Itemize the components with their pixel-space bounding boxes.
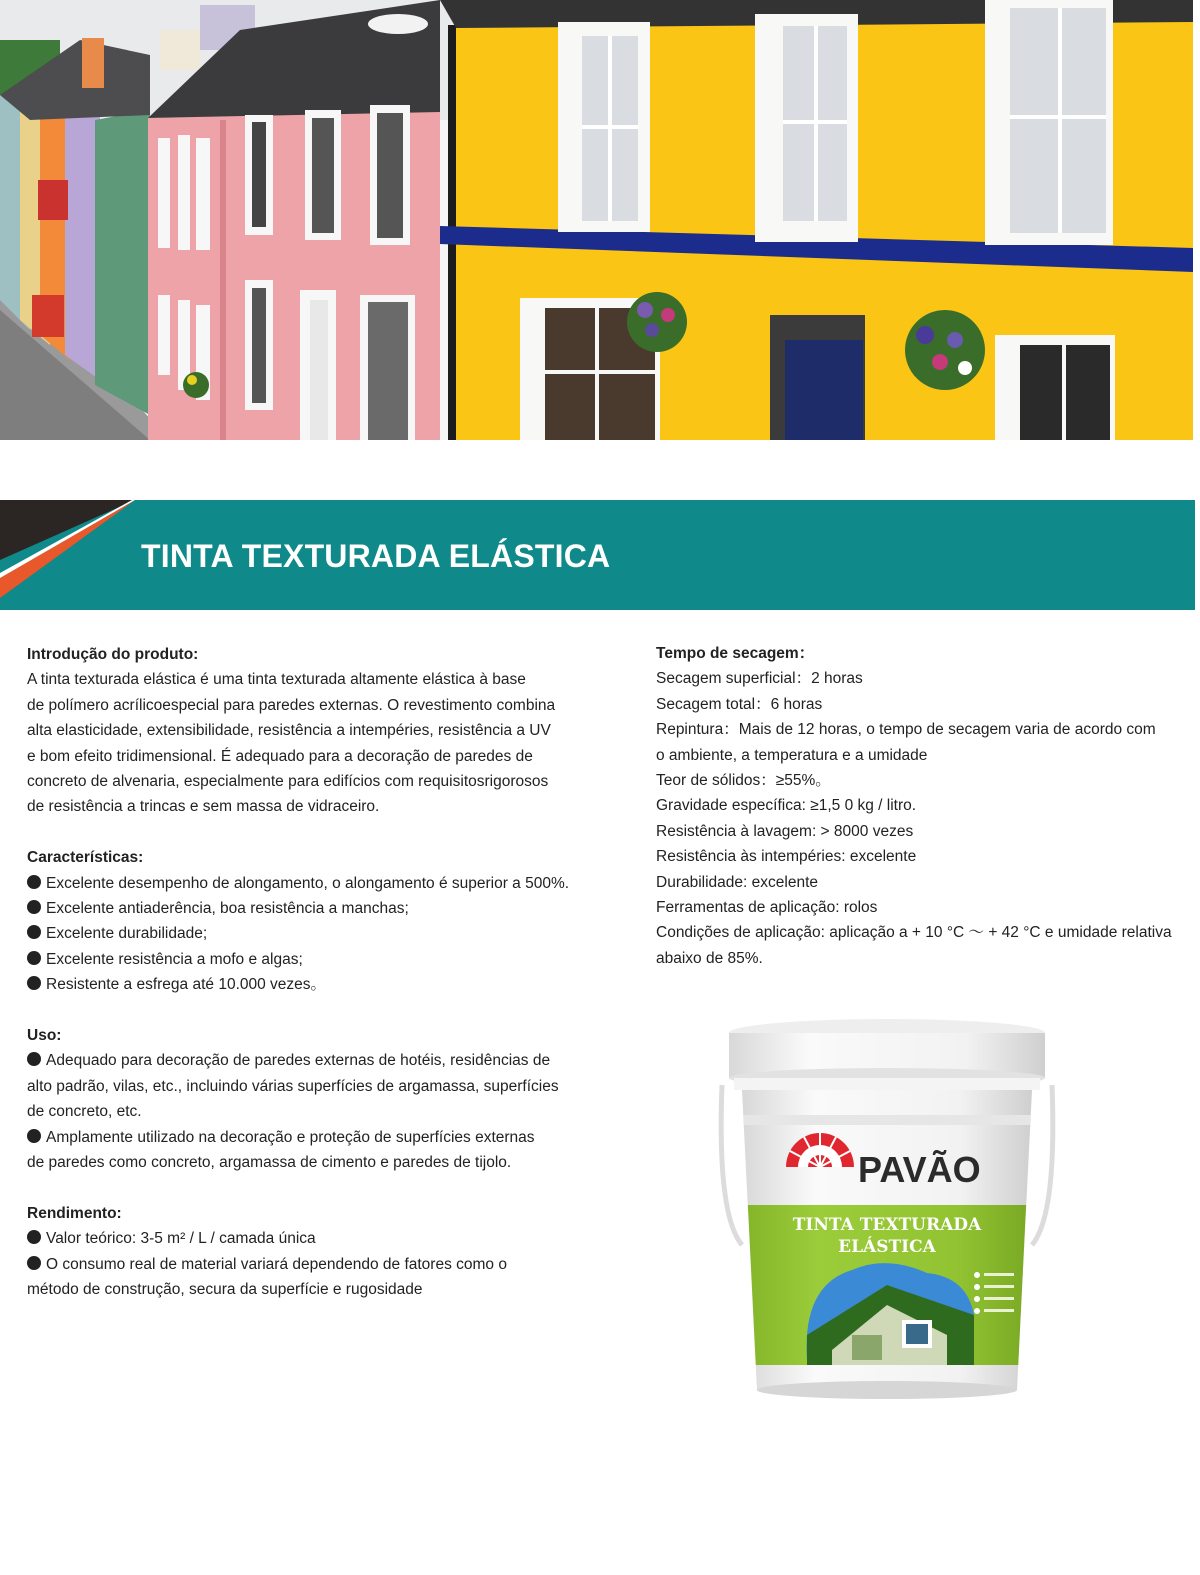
product-title: TINTA TEXTURADA ELÁSTICA xyxy=(141,538,611,574)
drying-line: Condições de aplicação: aplicação a + 10 °C ～ + 42 °C e umidade relativa xyxy=(656,924,1172,942)
drying-line: Gravidade específica: ≥1,5 0 kg / litro. xyxy=(656,797,917,815)
intro-line: A tinta texturada elástica é uma tinta texturada altamente elástica à base xyxy=(27,671,526,689)
bullet-icon xyxy=(27,925,41,939)
yield-title: Rendimento: xyxy=(27,1204,122,1222)
usage-title: Uso: xyxy=(27,1027,62,1045)
drying-line: abaixo de 85%. xyxy=(656,949,763,967)
left-column xyxy=(27,642,592,1303)
yield-item-line: método de construção, secura da superfície e rugosidade xyxy=(27,1281,423,1299)
hero-photo xyxy=(0,0,1193,440)
intro-line: alta elasticidade, extensibilidade, resistência a intempéries, resistência a UV xyxy=(27,722,551,740)
usage-item: Amplamente utilizado na decoração e proteção de superfícies externas xyxy=(27,1125,592,1150)
drying-line: Resistência à lavagem: > 8000 vezes xyxy=(656,822,914,840)
drying-line: Repintura：Mais de 12 horas, o tempo de secagem varia de acordo com xyxy=(656,721,1156,739)
title-banner xyxy=(0,500,1195,610)
right-column xyxy=(656,641,1181,971)
drying-line: Secagem total：6 horas xyxy=(656,695,823,713)
bucket-label-line2: ELÁSTICA xyxy=(838,1237,936,1257)
drying-line: Resistência às intempéries: excelente xyxy=(656,848,917,866)
features-title: Características: xyxy=(27,849,144,867)
bucket-label-line1: TINTA TEXTURADA xyxy=(792,1215,982,1235)
usage-item-line: de concreto, etc. xyxy=(27,1103,142,1121)
feature-item: Excelente resistência a mofo e algas; xyxy=(27,947,592,972)
drying-line: Ferramentas de aplicação: rolos xyxy=(656,899,878,917)
yield-item: Valor teórico: 3-5 m² / L / camada única xyxy=(27,1226,592,1251)
feature-item: Excelente antiaderência, boa resistência a manchas; xyxy=(27,896,592,921)
bullet-icon xyxy=(27,1256,41,1270)
feature-item: Excelente desempenho de alongamento, o alongamento é superior a 500%. xyxy=(27,871,592,896)
drying-line: o ambiente, a temperatura e a umidade xyxy=(656,746,928,764)
yield-item: O consumo real de material variará dependendo de fatores como o xyxy=(27,1252,592,1277)
bullet-icon xyxy=(27,1129,41,1143)
bullet-icon xyxy=(27,900,41,914)
bullet-icon xyxy=(27,976,41,990)
drying-line: Teor de sólidos：≥55%。 xyxy=(656,772,831,790)
usage-item: Adequado para decoração de paredes externas de hotéis, residências de xyxy=(27,1048,592,1073)
drying-line: Durabilidade: excelente xyxy=(656,873,818,891)
bullet-icon xyxy=(27,875,41,889)
bullet-icon xyxy=(27,1052,41,1066)
intro-line: de resistência a trincas e sem massa de vidraceiro. xyxy=(27,798,380,816)
usage-item-line: de paredes como concreto, argamassa de cimento e paredes de tijolo. xyxy=(27,1154,512,1172)
intro-title: Introdução do produto: xyxy=(27,646,199,663)
usage-item-line: alto padrão, vilas, etc., incluindo várias superfícies de argamassa, superfícies xyxy=(27,1077,559,1095)
intro-line: de polímero acrílicoespecial para paredes externas. O revestimento combina xyxy=(27,696,556,714)
intro-line: e bom efeito tridimensional. É adequado para a decoração de paredes de xyxy=(27,747,533,765)
feature-item: Resistente a esfrega até 10.000 vezes。 xyxy=(27,972,592,997)
banner-stripe-decoration xyxy=(0,500,140,610)
colorful-houses-illustration xyxy=(0,0,1193,440)
feature-item: Excelente durabilidade; xyxy=(27,921,592,946)
bullet-icon xyxy=(27,1230,41,1244)
drying-title: Tempo de secagem： xyxy=(656,645,815,662)
drying-line: Secagem superficial：2 horas xyxy=(656,670,863,688)
brand-name: PAVÃO xyxy=(858,1149,981,1190)
intro-line: concreto de alvenaria, especialmente para edifícios com requisitosrigorosos xyxy=(27,773,549,791)
bullet-icon xyxy=(27,951,41,965)
paint-bucket-illustration xyxy=(712,1015,1062,1410)
product-bucket-image xyxy=(712,1015,1062,1410)
